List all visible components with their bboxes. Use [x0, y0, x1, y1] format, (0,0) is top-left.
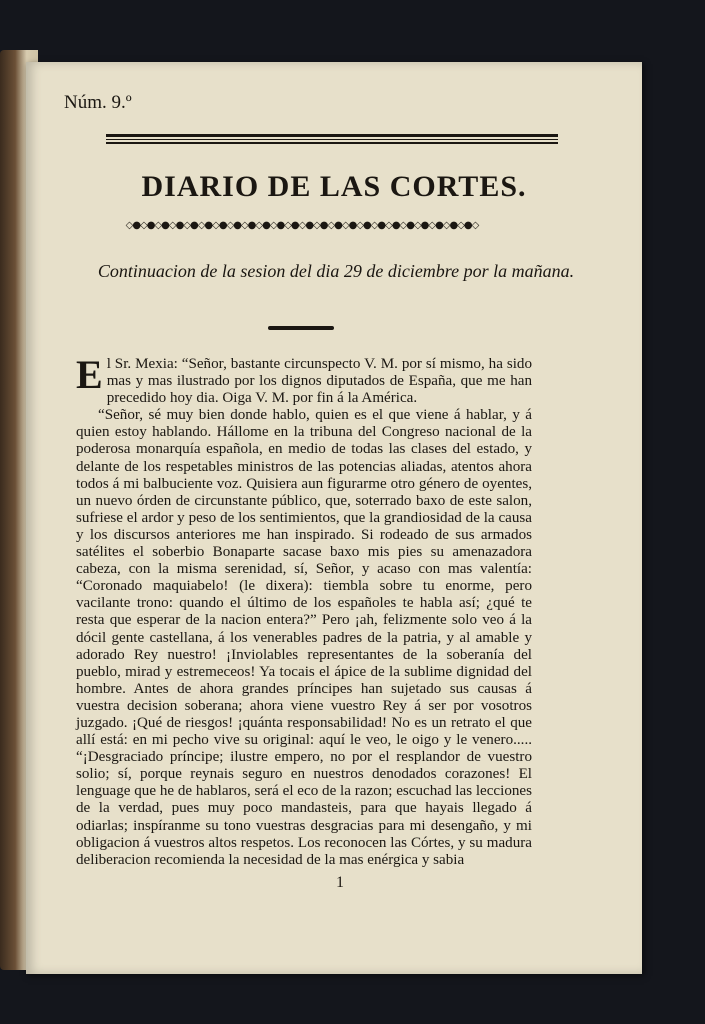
page-title: DIARIO DE LAS CORTES.	[141, 170, 527, 203]
article-body	[76, 352, 532, 869]
issue-number: Núm. 9.º	[64, 92, 132, 113]
ornamental-divider: ◇●◇●◇●◇●◇●◇●◇●◇●◇●◇●◇●◇●◇●◇●◇●◇●◇●◇●◇●◇●◇●◇●◇●◇●◇	[125, 220, 479, 231]
paragraph-first	[76, 352, 532, 407]
session-subtitle: Continuacion de la sesion del dia 29 de diciembre por la mañana.	[97, 261, 575, 281]
paragraph-first-text: l Sr. Mexia: “Señor, bastante circunspecto V. M. por sí mismo, ha sido mas y mas ilustrado por los dignos diputados de España, que me han precedido hoy dia. Oiga V. M. por fin á la América.	[106, 356, 532, 407]
page-number: 1	[336, 874, 344, 891]
short-divider-rule	[268, 326, 334, 330]
drop-cap: E	[76, 352, 103, 397]
header-double-rule	[106, 134, 558, 144]
paragraph-second: “Señor, sé muy bien donde hablo, quien es el que viene á hablar, y á quien estoy hablando. Hállome en la tribuna del Congreso nacional de la poderosa monarquía española, en medio de todas las clases del estado, y delante de los respetables ministros de las potencias aliadas, atentos ahora todos á mi balbuciente voz. Quisiera aun figurarme otro género de oyentes, un nuevo órden de circunstante público, que, soterrado baxo de este salon, sufriese el ardor y peso de los sentimientos, que la grandiosidad de la causa y los discursos anteriores me han inspirado. Si rodeado de sus armados satélites el soberbio Bonaparte sacase baxo mis pies su amenazadora cabeza, con la misma serenidad, sí, Señor, y acaso con mas valentía: “Coronado maquiabelo! (le dixera): tiembla sobre tu enorme, pero vacilante trono: quando el último de los españoles te habla así; ¿qué te resta que esperar de la nacion entera?” Pero ¡ah, felizmente solo veo á la dócil gente castellana, á los venerables padres de la patria, y al amable y adorado Rey nuestro! ¡Inviolables representantes de la soberanía del pueblo, mirad y estremeceos! Ya tocais el ápice de la sublime dignidad del hombre. Antes de ahora grandes príncipes han sujetado sus causas á vuestra decision soberana; ahora viene vuestro Rey á ser por vosotros juzgado. ¡Qué de riesgos! ¡quánta responsabilidad! No es un retrato el que allí está: en mi pecho vive su original: aquí le veo, le oigo y le venero..... “¡Desgraciado príncipe; ilustre empero, no por el resplandor de vuestro solio; sí, porque reynais seguro en nuestros denodados corazones! El lenguage que he de hablaros, será el eco de la razon; escuchad las lecciones de la verdad, pues muy poco mandasteis, para que hayais llegado á odiarlas; inspíranme su tono vuestras desgracias para mi desengaño, y mi obligacion á vuestros altos respetos. Los reconocen las Córtes, y su madura deliberacion recomienda la necesidad de la mas enérgica y sabia	[76, 407, 532, 868]
document-page	[26, 62, 642, 974]
